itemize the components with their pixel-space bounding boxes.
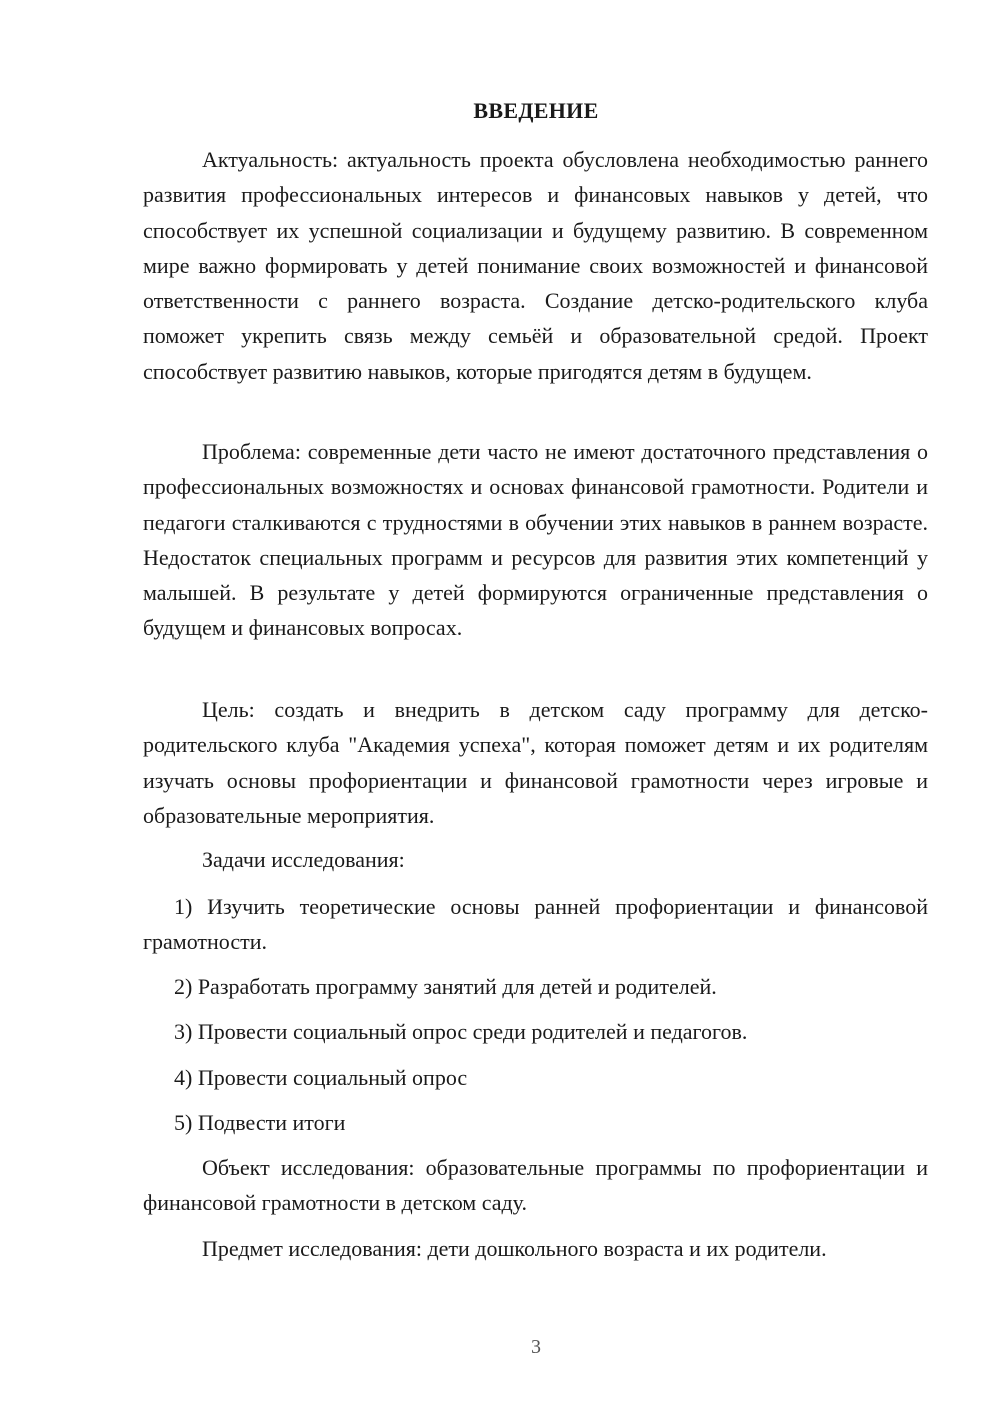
goal-paragraph-block — [143, 692, 928, 833]
page-number: 3 — [531, 1336, 541, 1358]
subject-paragraph: Предмет исследования: дети дошкольного возраста и их родители. — [202, 1236, 827, 1261]
task-item-3: 3) Провести социальный опрос среди родителей и педагогов. — [174, 1019, 748, 1044]
problem-paragraph: Проблема: современные дети часто не имеют достаточного представления о профессиональных возможностях и основах финансовой грамотности. Родители и педагоги сталкиваются с трудностями в обучении этих навыков в раннем возрасте. Недостаток специальных программ и ресурсов для развития этих компетенций у малышей. В результате у детей формируются ограниченные представления о будущем и финансовых вопросах. — [143, 439, 928, 641]
object-paragraph-block — [143, 1150, 928, 1221]
task-item-2-block — [143, 969, 928, 1004]
task-item-3-block — [143, 1014, 928, 1049]
task-item-4: 4) Провести социальный опрос — [174, 1065, 468, 1090]
tasks-heading-block — [143, 842, 928, 877]
relevance-paragraph: Актуальность: актуальность проекта обусловлена необходимостью раннего развития профессиональных интересов и финансовых навыков у детей, что способствует их успешной социализации и будущему развитию. В современном мире важно формировать у детей понимание своих возможностей и финансовой ответственности с раннего возраста. Создание детско-родительского клуба поможет укрепить связь между семьёй и образовательной средой. Проект способствует развитию навыков, которые пригодятся детям в будущем. — [143, 147, 928, 384]
task-item-5-block — [143, 1105, 928, 1140]
subject-paragraph-block — [143, 1231, 928, 1266]
task-item-4-block — [143, 1060, 928, 1095]
relevance-paragraph-block — [143, 142, 928, 389]
task-item-5: 5) Подвести итоги — [174, 1110, 346, 1135]
task-item-1: 1) Изучить теоретические основы ранней профориентации и финансовой грамотности. — [143, 894, 928, 955]
task-item-2: 2) Разработать программу занятий для детей и родителей. — [174, 974, 717, 999]
goal-paragraph: Цель: создать и внедрить в детском саду программу для детско-родительского клуба "Академия успеха", которая поможет детям и их родителям изучать основы профориентации и финансовой грамотности через игровые и образовательные мероприятия. — [143, 697, 928, 828]
object-paragraph: Объект исследования: образовательные программы по профориентации и финансовой грамотности в детском саду. — [143, 1155, 928, 1216]
task-item-1-block — [143, 889, 928, 960]
tasks-heading: Задачи исследования: — [202, 847, 405, 872]
page-title: ВВЕДЕНИЕ — [473, 98, 599, 123]
problem-paragraph-block — [143, 434, 928, 646]
